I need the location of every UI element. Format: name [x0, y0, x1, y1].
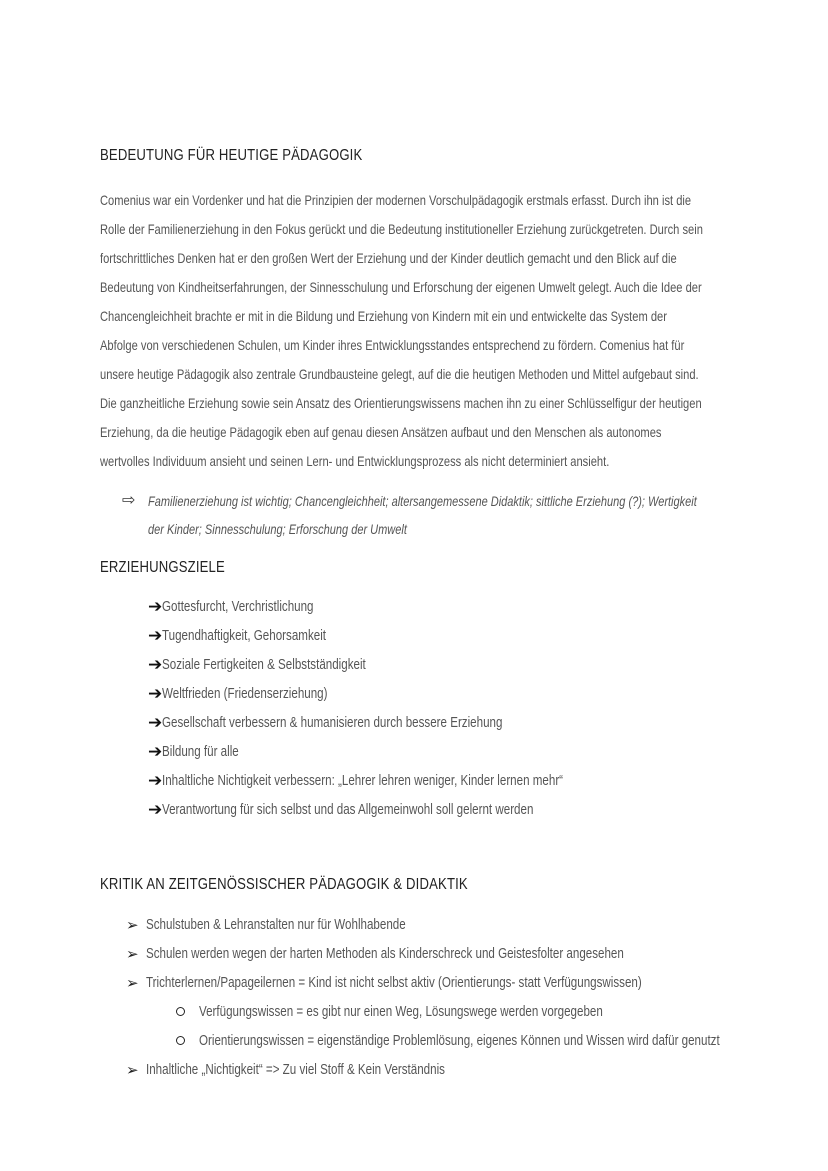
- summary-line: der Kinder; Sinnesschulung; Erforschung der Umwelt: [148, 522, 407, 537]
- list-item-text: Inhaltliche „Nichtigkeit“ => Zu viel Stoff & Kein Verständnis: [146, 1062, 445, 1078]
- list-item: [126, 1061, 520, 1087]
- list-item: [148, 597, 352, 623]
- summary-text: [148, 488, 731, 544]
- section-heading-bedeutung: BEDEUTUNG FÜR HEUTIGE PÄDAGOGIK: [100, 147, 363, 164]
- sub-list-item-text: Verfügungswissen = es gibt nur einen Weg, Lösungswege werden vorgegeben: [199, 1003, 603, 1020]
- arrow-right-icon: ➔: [148, 771, 163, 791]
- arrowhead-bullet-icon: ➢: [126, 916, 139, 934]
- arrow-right-icon: ➔: [148, 626, 163, 646]
- list-item-text: Tugendhaftigkeit, Gehorsamkeit: [162, 628, 327, 644]
- list-item-text: Verantwortung für sich selbst und das Allgemeinwohl soll gelernt werden: [162, 802, 534, 818]
- list-item-text: Weltfrieden (Friedenserziehung): [162, 686, 328, 702]
- paragraph-line: Comenius war ein Vordenker und hat die Prinzipien der modernen Vorschulpädagogik erstmals erfasst. Durch ihn ist die: [100, 193, 692, 208]
- sub-list-item: [176, 1032, 828, 1058]
- paragraph-line: Chancengleichheit brachte er mit in die Bildung und Erziehung von Kindern mit ein und entwickelte das System der: [100, 309, 667, 324]
- arrow-right-icon: ➔: [148, 684, 163, 704]
- sub-list-item: [176, 1003, 704, 1029]
- list-item: [148, 655, 417, 681]
- list-item-text: Bildung für alle: [162, 744, 239, 760]
- arrowhead-bullet-icon: ➢: [126, 945, 139, 963]
- paragraph-bedeutung: [100, 186, 723, 476]
- list-item: [126, 945, 743, 971]
- paragraph-line: Bedeutung von Kindheitserfahrungen, der Sinnesschulung und Erforschung der eigenen Umwelt gelegt. Auch die Idee der: [100, 280, 702, 295]
- section-heading-erziehungsziele: ERZIEHUNGSZIELE: [100, 559, 225, 576]
- paragraph-line: Erziehung, da die heutige Pädagogik eben auf genau diesen Ansätzen aufbaut und den Menschen als autonomes: [100, 425, 662, 440]
- list-item-text: Soziale Fertigkeiten & Selbstständigkeit: [162, 657, 367, 673]
- list-item: [148, 626, 367, 652]
- paragraph-line: Abfolge von verschiedenen Schulen, um Kinder ihres Entwicklungsstandes entsprechend zu fördern. Comenius hat für: [100, 338, 685, 353]
- sub-list-item-text: Orientierungswissen = eigenständige Problemlösung, eigenes Können und Wissen wird dafür genutzt: [199, 1032, 720, 1049]
- circle-bullet-icon: [176, 1036, 185, 1045]
- arrow-right-icon: ➔: [148, 655, 163, 675]
- arrow-right-icon: ➔: [148, 742, 163, 762]
- list-item-text: Schulen werden wegen der harten Methoden als Kinderschreck und Geistesfolter angesehen: [146, 946, 624, 962]
- arrow-right-icon: ➔: [148, 597, 163, 617]
- arrow-right-icon: ➔: [148, 800, 163, 820]
- arrow-right-icon: ➔: [148, 713, 163, 733]
- circle-bullet-icon: [176, 1007, 185, 1016]
- arrowhead-bullet-icon: ➢: [126, 1061, 139, 1079]
- paragraph-line: fortschrittliches Denken hat er den großen Wert der Erziehung und der Kinder deutlich gemacht und den Blick auf die: [100, 251, 677, 266]
- paragraph-line: unsere heutige Pädagogik also zentrale Grundbausteine gelegt, auf die die heutigen Methoden und Mittel aufgebaut sind.: [100, 367, 699, 382]
- paragraph-line: wertvolles Individuum ansieht und seinen Lern- und Entwicklungsprozess als nicht determiniert ansieht.: [100, 454, 610, 469]
- list-item: [126, 974, 766, 1000]
- summary-line: Familienerziehung ist wichtig; Chancengleichheit; altersangemessene Didaktik; sittliche Erziehung (?); Wertigkeit: [148, 494, 697, 509]
- list-item-text: Gesellschaft verbessern & humanisieren durch bessere Erziehung: [162, 715, 503, 731]
- arrow-outline-icon: ⇨: [122, 490, 136, 509]
- list-item-text: Inhaltliche Nichtigkeit verbessern: „Lehrer lehren weniger, Kinder lernen mehr“: [162, 773, 564, 789]
- list-item: [148, 713, 588, 739]
- section-heading-kritik: KRITIK AN ZEITGENÖSSISCHER PÄDAGOGIK & DIDAKTIK: [100, 876, 468, 893]
- list-item: [148, 684, 369, 710]
- list-item: [148, 800, 627, 826]
- arrowhead-bullet-icon: ➢: [126, 974, 139, 992]
- list-item: [126, 916, 471, 942]
- paragraph-line: Rolle der Familienerziehung in den Fokus gerückt und die Bedeutung institutioneller Erziehung zurückgetreten. Durch sein: [100, 222, 703, 237]
- list-item: [148, 771, 664, 797]
- list-item-text: Gottesfurcht, Verchristlichung: [162, 599, 314, 615]
- paragraph-line: Die ganzheitliche Erziehung sowie sein Ansatz des Orientierungswissens machen ihn zu einer Schlüsselfigur der heutigen: [100, 396, 702, 411]
- list-item-text: Schulstuben & Lehranstalten nur für Wohlhabende: [146, 917, 406, 933]
- list-item: [148, 742, 258, 768]
- list-item-text: Trichterlernen/Papageilernen = Kind ist nicht selbst aktiv (Orientierungs- statt Verfügungswissen): [146, 975, 642, 991]
